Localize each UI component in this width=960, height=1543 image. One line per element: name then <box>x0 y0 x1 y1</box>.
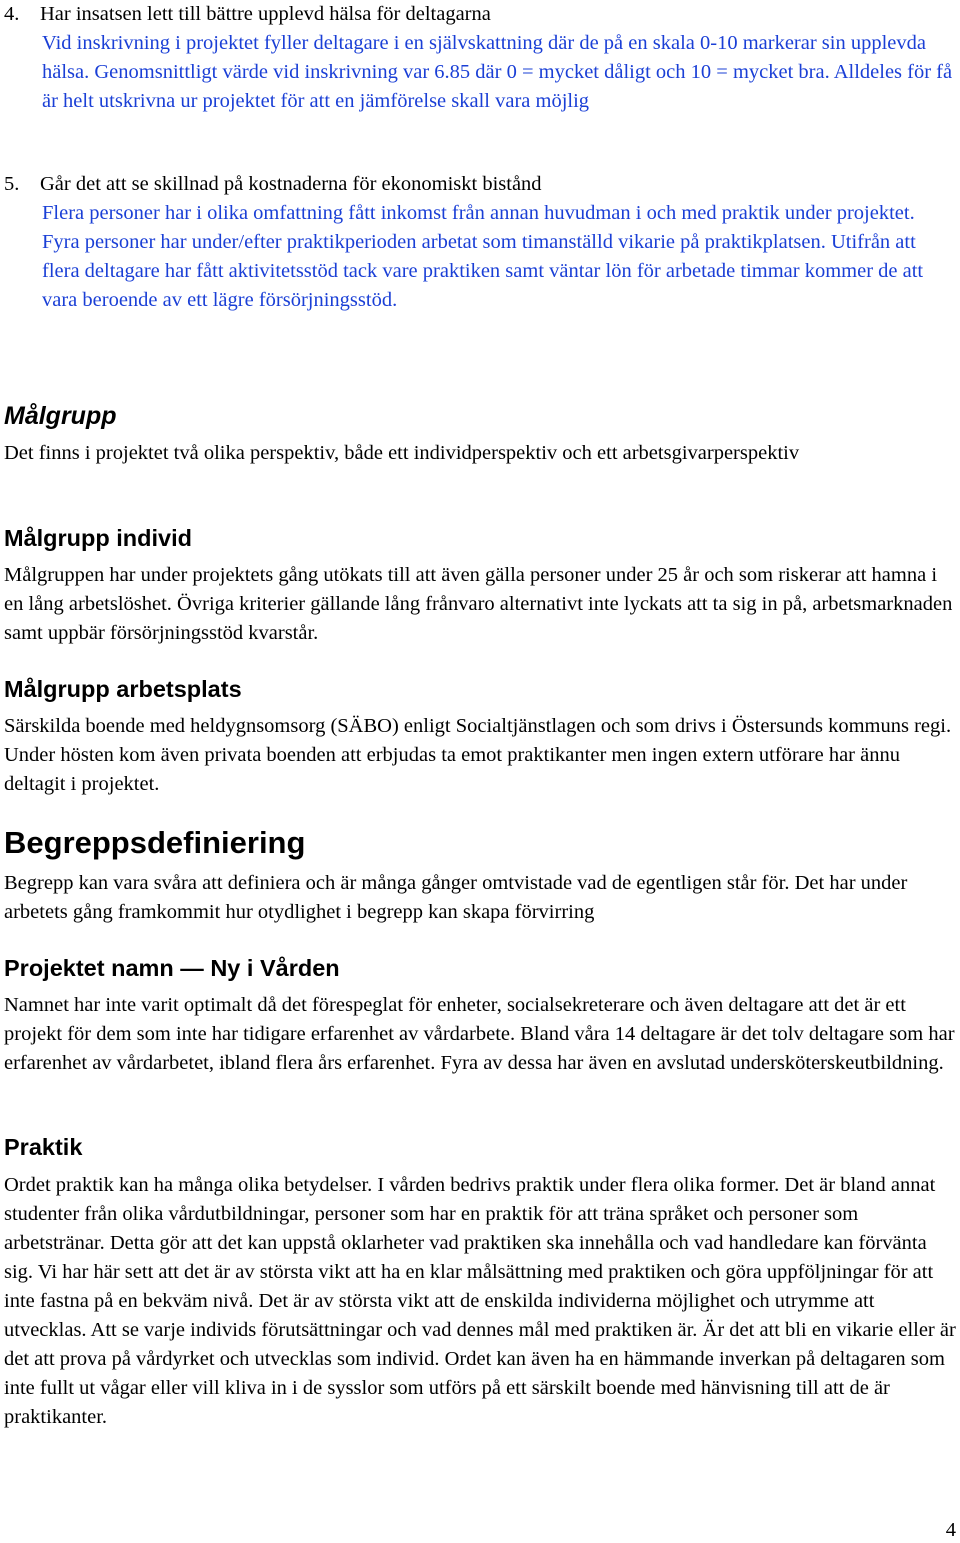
section-text-malgrupp-individ: Målgruppen har under projektets gång utökats till att även gälla personer under 25 år och som riskerar att hamna i en lång arbetslöshet. Övriga kriterier gällande lång frånvaro alternativt inte lyckats att ta sig in på, arbetsmarknaden samt uppbär försörjningsstöd kvarstår. <box>4 564 953 644</box>
section-text-malgrupp: Det finns i projektet två olika perspektiv, både ett individperspektiv och ett arbetsgivarperspektiv <box>4 442 800 464</box>
section-text-projektet-namn: Namnet har inte varit optimalt då det förespeglat för enheter, socialsekreterare och även deltagare att det är ett projekt för dem som inte har tidigare erfarenhet av vårdarbete. Bland våra 14 deltagare är det tolv deltagare som har erfarenhet av vårdarbetet, ibland flera års erfarenhet. Fyra av dessa har även en avslutad undersköterskeutbildning. <box>4 994 955 1074</box>
question-text: Har insatsen lett till bättre upplevd hälsa för deltagarna <box>40 3 491 25</box>
section-heading-malgrupp-individ: Målgrupp individ <box>4 525 192 551</box>
section-heading-malgrupp-arbetsplats: Målgrupp arbetsplats <box>4 676 242 702</box>
question-5-heading <box>4 170 954 199</box>
question-answer: Vid inskrivning i projektet fyller deltagare i en självskattning där de på en skala 0-10 markerar sin upplevda hälsa. Genomsnittligt värde vid inskrivning var 6.85 där 0 = mycket dåligt och 10 = mycket bra. Alldeles för få är helt utskrivna ur projektet för att en jämförelse skall vara möjlig <box>42 32 953 112</box>
question-text: Går det att se skillnad på kostnaderna för ekonomiskt bistånd <box>40 173 542 195</box>
section-heading-praktik: Praktik <box>4 1134 83 1160</box>
section-text-praktik: Ordet praktik kan ha många olika betydelser. I vården bedrivs praktik under flera olika former. Det är bland annat studenter från olika vårdutbildningar, personer som har en praktik för att träna språket och personer som arbetstränar. Detta gör att det kan uppstå oklarheter vad praktiken ska innehålla och vad handledare kan förvänta sig. Vi har här sett att det är av största vikt att ha en klar målsättning med praktiken och göra uppföljningar för att inte fastna på en bekväm nivå. Det är av största vikt att de enskilda individerna möjlighet och utrymme att utvecklas. Att se varje individs förutsättningar och vad dennes mål med praktiken är. Är det att bli en vikarie eller är det att prova på vårdyrket och utvecklas som individ. Ordet kan även ha en hämmande inverkan på deltagaren som inte fullt ut vågar eller vill kliva in i de sysslor som utförs på ett särskilt boende med hänvisning till att de är praktikanter. <box>4 1174 956 1428</box>
question-4 <box>4 0 954 116</box>
section-heading-projektet-namn: Projektet namn — Ny i Vården <box>4 955 340 981</box>
question-number: 4. <box>4 3 20 25</box>
section-heading-malgrupp: Målgrupp <box>4 402 117 430</box>
question-5 <box>4 170 954 315</box>
page-number: 4 <box>945 1519 956 1541</box>
question-answer: Flera personer har i olika omfattning fått inkomst från annan huvudman i och med praktik under projektet. Fyra personer har under/efter praktikperioden arbetat som timanställd vikarie på praktikplatsen. Utifrån att flera deltagare har fått aktivitetsstöd tack vare praktiken samt väntar lön för arbetade timmar kommer de att vara beroende av ett lägre försörjningsstöd. <box>42 202 924 311</box>
question-number: 5. <box>4 173 20 195</box>
question-4-heading <box>4 0 954 29</box>
section-text-malgrupp-arbetsplats: Särskilda boende med heldygnsomsorg (SÄBO) enligt Socialtjänstlagen och som drivs i Östersunds kommuns regi. Under hösten kom även privata boenden att erbjudas ta emot praktikanter men ingen extern utförare har ännu deltagit i projektet. <box>4 715 952 795</box>
section-text-begreppsdefiniering: Begrepp kan vara svåra att definiera och är många gånger omtvistade vad de egentligen står för. Det har under arbetets gång framkommit hur otydlighet i begrepp kan skapa förvirring <box>4 872 908 923</box>
section-heading-begreppsdefiniering: Begreppsdefiniering <box>4 825 306 860</box>
